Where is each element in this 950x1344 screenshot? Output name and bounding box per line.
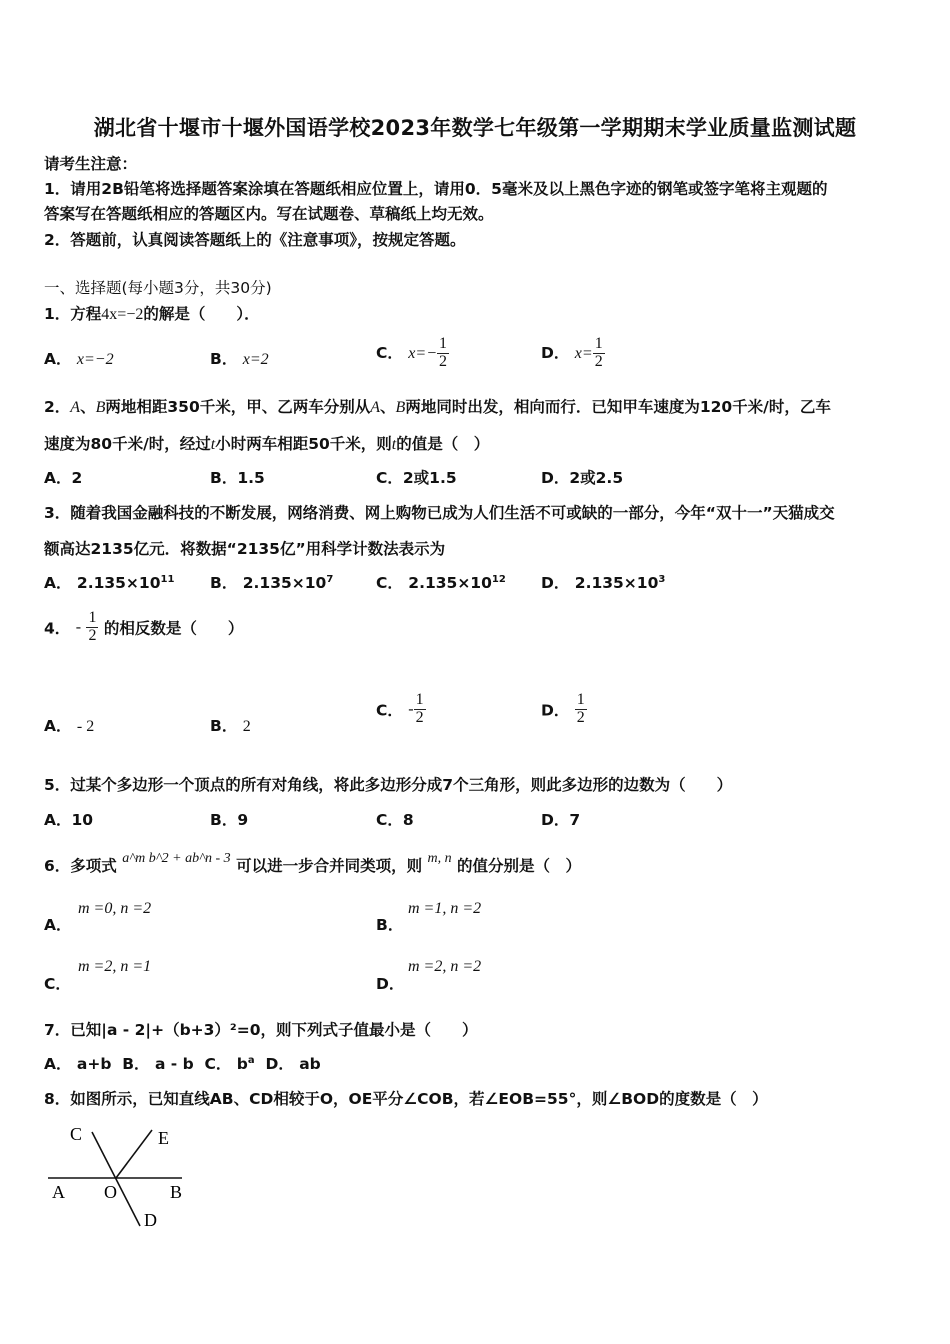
q4-option-b: B． 2 — [210, 717, 251, 735]
q8-geometry-figure — [44, 1118, 194, 1230]
question-4-stem: 4． - $\frac{1}{2}$ 的相反数是（ ） — [44, 609, 244, 644]
question-8-stem: 8．如图所示，已知直线AB、CD相较于O，OE平分∠COB，若∠EOB=55°，则∠BOD的度数是（ ） — [44, 1090, 768, 1108]
q4-option-d: D． $\frac{1}{2}$ — [541, 691, 585, 726]
notice-item-2: 2．答题前，认真阅读答题纸上的《注意事项》，按规定答题。 — [44, 231, 466, 249]
notice-item-1-line-2: 答案写在答题纸相应的答题区内。写在试题卷、草稿纸上均无效。 — [44, 205, 494, 223]
q4-option-a: A． - 2 — [44, 717, 95, 735]
q3-option-c: C． $2.135\times 10^{12}$ — [376, 573, 506, 592]
q1-option-b: B． x=2 — [210, 350, 269, 368]
fraction: $\frac{1}{2}$ — [594, 335, 603, 370]
question-5-stem: 5．过某个多边形一个顶点的所有对角线，将此多边形分成7个三角形，则此多边形的边数为（ ） — [44, 776, 733, 794]
q3-option-a: A． $2.135\times 10^{11}$ — [44, 573, 175, 592]
ray-oe — [116, 1130, 152, 1178]
label-d: D — [144, 1210, 157, 1230]
label-c: C — [70, 1124, 83, 1144]
q2-option-c: C．2或1.5 — [376, 469, 457, 487]
label-a: A — [52, 1182, 65, 1202]
q3-option-b: B． $2.135\times 10^7$ — [210, 573, 334, 592]
question-1-stem: 1．方程4x=−2的解是（ ）． — [44, 305, 260, 323]
page-title: 湖北省十堰市十堰外国语学校2023年数学七年级第一学期期末学业质量监测试题 — [93, 116, 857, 140]
notice-item-1-line-1: 1．请用2B铅笔将选择题答案涂填在答题纸相应位置上，请用0．5毫米及以上黑色字迹的钢笔或签字笔将主观题的 — [44, 180, 828, 198]
section-heading: 一、选择题(每小题3分，共30分) — [44, 279, 272, 297]
q5-option-c: C．8 — [376, 811, 414, 829]
q2-option-a: A．2 — [44, 469, 83, 487]
q7-options: A． a+b B． a - b C． $b^a$ D． ab — [44, 1054, 321, 1073]
fraction: $\frac{1}{2}$ — [439, 335, 447, 370]
fraction: $\frac{1}{2}$ — [88, 609, 97, 644]
q1-option-a: A． x=−2 — [44, 350, 114, 368]
line-cd — [92, 1132, 140, 1226]
question-6-stem: 6．多项式 a^m b^2 + ab^n - 3 可以进一步合并同类项，则 m, n 的值分别是（ ） — [44, 851, 582, 875]
question-2-line-1: 2．A、B两地相距350千米，甲、乙两车分别从A、B两地同时出发，相向而行．已知甲车速度为120千米/时，乙车 — [44, 398, 831, 416]
q5-option-a: A．10 — [44, 811, 94, 829]
q1-option-c: C． x=− $\frac{1}{2}$ — [376, 335, 447, 370]
q6-option-d-label: D． — [376, 975, 405, 993]
fraction: $\frac{1}{2}$ — [576, 691, 585, 726]
q1-option-d: D． x= $\frac{1}{2}$ — [541, 335, 603, 370]
q6-option-a-value: m =0, n =2 — [78, 900, 152, 917]
question-2-line-2: 速度为80千米/时，经过t小时两车相距50千米，则t的值是（ ） — [44, 435, 490, 453]
q5-option-d: D．7 — [541, 811, 581, 829]
q5-option-b: B．9 — [210, 811, 249, 829]
question-7-stem: 7．已知|a - 2|+（b+3）²=0，则下列式子值最小是（ ） — [44, 1021, 478, 1039]
q2-option-d: D．2或2.5 — [541, 469, 624, 487]
q2-option-b: B．1.5 — [210, 469, 265, 487]
notice-heading: 请考生注意： — [44, 155, 138, 173]
label-b: B — [170, 1182, 183, 1202]
q6-option-c-label: C． — [44, 975, 71, 993]
polynomial-expression: a^m b^2 + ab^n - 3 — [122, 851, 231, 866]
q6-option-b-label: B． — [376, 916, 404, 934]
q6-option-c-value: m =2, n =1 — [78, 958, 152, 975]
question-3-line-2: 额高达2135亿元．将数据“2135亿”用科学计数法表示为 — [44, 540, 446, 558]
q3-option-d: D． $2.135\times 10^3$ — [541, 573, 666, 592]
label-o: O — [104, 1182, 117, 1202]
q6-option-a-label: A． — [44, 916, 72, 934]
q6-option-d-value: m =2, n =2 — [408, 958, 482, 975]
q6-option-b-value: m =1, n =2 — [408, 900, 482, 917]
q4-option-c: C． - $\frac{1}{2}$ — [376, 691, 424, 726]
fraction: $\frac{1}{2}$ — [415, 691, 424, 726]
question-3-line-1: 3．随着我国金融科技的不断发展，网络消费、网上购物已成为人们生活不可或缺的一部分，今年“双十一”天猫成交 — [44, 504, 835, 522]
label-e: E — [158, 1128, 169, 1148]
